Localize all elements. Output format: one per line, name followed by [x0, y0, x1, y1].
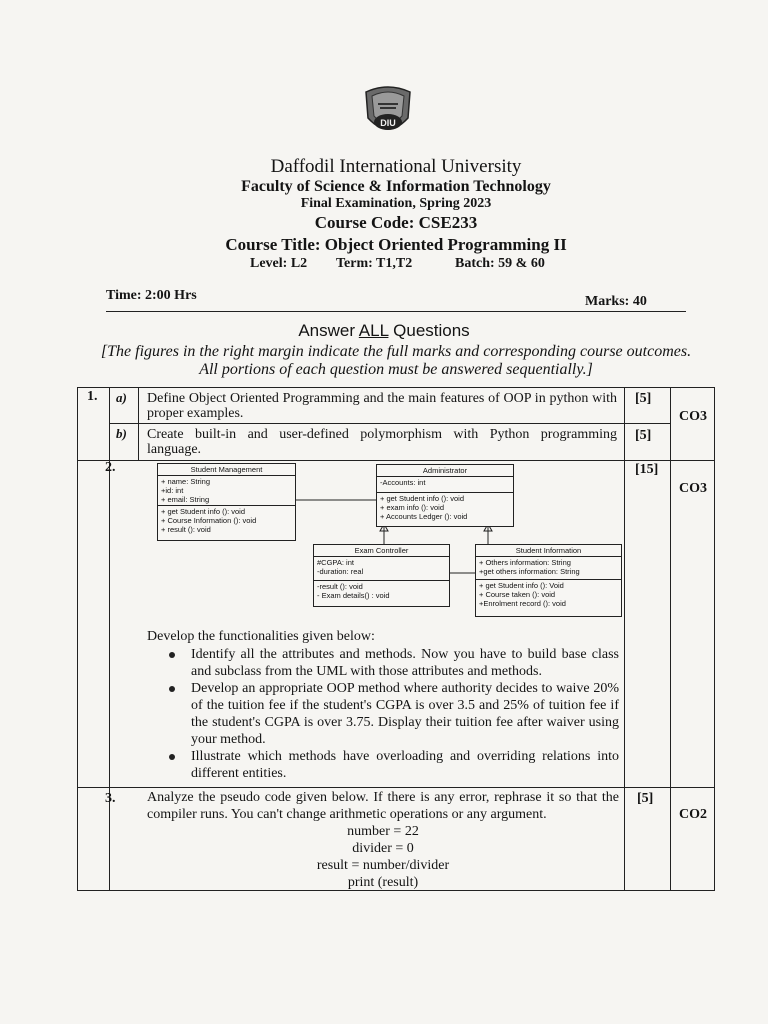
question-3-marks: [5] — [637, 791, 654, 806]
uml-attribute: -duration: real — [317, 567, 364, 576]
row-divider — [78, 460, 714, 461]
uml-attribute: + email: String — [161, 495, 210, 504]
university-logo — [360, 82, 416, 140]
uml-method: + get Student info (): void — [161, 507, 246, 516]
part-label: b) — [116, 426, 127, 441]
exam-name: Final Examination, Spring 2023 — [300, 196, 492, 211]
term: Term: T1,T2 — [336, 256, 413, 271]
question-3-body — [147, 789, 619, 891]
uml-method: - Exam details() : void — [317, 591, 390, 600]
bullet-text: Identify all the attributes and methods. Now you have to build base class and subclass from the UML with those attributes and methods. — [191, 647, 619, 679]
question-number: 1. — [87, 389, 98, 404]
uml-method: + get Student info (): Void — [479, 581, 564, 590]
uml-method: + get Student info (): void — [380, 494, 465, 503]
course-title: Course Title: Object Oriented Programming II — [225, 235, 567, 254]
uml-class-administrator — [376, 464, 514, 527]
uml-attribute: + Others information: String — [479, 558, 571, 567]
uml-method: + result (): void — [161, 525, 211, 534]
row-divider — [109, 423, 670, 424]
uml-class-exam-controller — [313, 544, 450, 607]
uml-attribute: -Accounts: int — [380, 478, 426, 487]
total-marks: Marks: 40 — [585, 294, 647, 309]
uml-class-title: Exam Controller — [314, 545, 449, 557]
bullet-text: Develop an appropriate OOP method where authority decides to waive 20% of the tuition fee if the student's CGPA is over 3.5 and 25% of tuition fee if the student's CGPA is over 3.75. Display their tuition fee after waiver using your method. — [191, 681, 619, 747]
instructions-note: [The figures in the right margin indicate the full marks and corresponding course outcomes. All portions of each question must be answered sequentially.] — [100, 343, 692, 378]
answer-all: ALL — [358, 321, 389, 340]
uml-attribute: + name: String — [161, 477, 210, 486]
question-2-marks: [15] — [635, 462, 659, 477]
level: Level: L2 — [250, 256, 308, 271]
question-2-intro: Develop the functionalities given below: — [147, 629, 375, 644]
uml-class-title: Student Management — [158, 464, 295, 476]
answer-all-heading — [0, 321, 768, 341]
pseudo-code-line: number = 22 — [347, 824, 419, 839]
question-1-co: CO3 — [679, 409, 707, 424]
col-divider — [670, 388, 671, 890]
uml-class-title: Administrator — [377, 465, 513, 477]
bullet-icon — [169, 754, 175, 760]
uml-class-student-information — [475, 544, 622, 617]
question-1a-marks: [5] — [635, 391, 652, 406]
question-1b-text: Create built-in and user-defined polymorphism with Python programming language. — [147, 427, 617, 457]
question-1b-marks: [5] — [635, 428, 652, 443]
question-number: 3. — [105, 791, 116, 806]
uml-method: +Enrolment record (): void — [479, 599, 566, 608]
university-name: Daffodil International University — [270, 156, 522, 177]
question-3-text: Analyze the pseudo code given below. If there is any error, rephrase it so that the compiler runs. You can't change arithmetic operations or any argument. — [147, 790, 619, 822]
answer-prefix: Answer — [298, 321, 359, 340]
uml-method: -result (): void — [317, 582, 363, 591]
pseudo-code-line: print (result) — [347, 875, 419, 890]
question-2-co: CO3 — [679, 481, 707, 496]
uml-class-student-management — [157, 463, 296, 541]
question-1a-text: Define Object Oriented Programming and the main features of OOP in python with proper examples. — [147, 391, 617, 421]
faculty-name: Faculty of Science & Information Technology — [241, 178, 551, 195]
question-2-body — [147, 628, 619, 782]
uml-attribute: +get others information: String — [479, 567, 580, 576]
uml-attribute: #CGPA: int — [317, 558, 354, 567]
list-item — [191, 680, 619, 748]
uml-method: + Course taken (): void — [479, 590, 556, 599]
pseudo-code-line: result = number/divider — [316, 858, 450, 873]
uml-class-title: Student Information — [476, 545, 621, 557]
uml-method: + exam info (): void — [380, 503, 444, 512]
list-item — [191, 646, 619, 680]
uml-method: + Accounts Ledger (): void — [380, 512, 468, 521]
bullet-icon — [169, 652, 175, 658]
uml-attribute: +id: int — [161, 486, 184, 495]
question-2-bullets — [147, 646, 619, 782]
bullet-icon — [169, 686, 175, 692]
question-3-co: CO2 — [679, 807, 707, 822]
header-divider — [106, 311, 686, 312]
pseudo-code-line: divider = 0 — [352, 841, 414, 856]
bullet-text: Illustrate which methods have overloading and overriding relations into different entities. — [191, 749, 619, 781]
list-item — [191, 748, 619, 782]
col-divider — [624, 388, 625, 890]
exam-time: Time: 2:00 Hrs — [106, 288, 197, 303]
uml-method: + Course Information (): void — [161, 516, 257, 525]
course-code: Course Code: CSE233 — [314, 213, 478, 232]
answer-suffix: Questions — [388, 321, 470, 340]
batch: Batch: 59 & 60 — [455, 256, 545, 271]
question-number: 2. — [105, 460, 116, 475]
col-divider — [138, 388, 139, 460]
row-divider — [78, 787, 714, 788]
logo-text: DIU — [380, 118, 396, 128]
part-label: a) — [116, 390, 127, 405]
